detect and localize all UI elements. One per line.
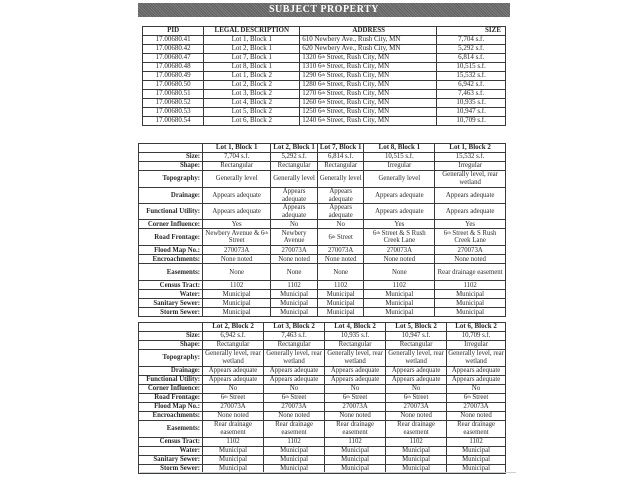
row-label: Census Tract: [139, 438, 203, 447]
characteristic-value: Generally level, rear wetland [203, 350, 264, 367]
parcel-legal-description: Lot 8, Block 1 [204, 63, 300, 72]
characteristic-value: Appears adequate [203, 204, 271, 220]
characteristic-value: 6th Street & S Rush Creek Lane [435, 229, 506, 246]
characteristic-value: Yes [364, 220, 435, 229]
characteristic-value: Irregular [364, 162, 435, 171]
parcel-pid: 17.00680.48 [143, 63, 204, 72]
column-header-legal-description: LEGAL DESCRIPTION [204, 27, 300, 36]
characteristic-value: No [271, 220, 318, 229]
characteristic-value: None noted [364, 255, 435, 264]
parcel-address: 1260 6th Street, Rush City, MN [300, 99, 437, 108]
parcel-address: 1270 6th Street, Rush City, MN [300, 90, 437, 99]
characteristic-value: 1102 [325, 438, 386, 447]
characteristic-value: 1102 [271, 281, 318, 290]
row-label: Drainage: [139, 188, 203, 204]
characteristic-value: None noted [447, 412, 506, 421]
lot-header-row [139, 323, 506, 332]
characteristic-value: Irregular [435, 162, 506, 171]
characteristic-value: Municipal [325, 456, 386, 465]
characteristic-value: No [325, 385, 386, 394]
parcel-legal-description: Lot 1, Block 1 [204, 36, 300, 45]
lot-header-row [139, 144, 506, 153]
characteristic-value: 1102 [386, 438, 447, 447]
parcel-legal-description: Lot 7, Block 1 [204, 54, 300, 63]
characteristic-value: Appears adequate [264, 376, 325, 385]
characteristic-value: Municipal [386, 456, 447, 465]
characteristic-value: Municipal [317, 308, 364, 317]
characteristic-value: None [317, 264, 364, 281]
row-label: Road Frontage: [139, 229, 203, 246]
characteristic-value: 1102 [264, 438, 325, 447]
characteristic-row [139, 162, 506, 171]
characteristic-value: Municipal [435, 290, 506, 299]
parcel-legal-description: Lot 3, Block 2 [204, 90, 300, 99]
parcel-pid: 17.00680.52 [143, 99, 204, 108]
characteristic-value: Appears adequate [435, 204, 506, 220]
lot-column-header: Lot 4, Block 2 [325, 323, 386, 332]
characteristic-value: Appears adequate [264, 367, 325, 376]
characteristic-value: 10,515 s.f. [364, 153, 435, 162]
characteristic-value: 6th Street [317, 229, 364, 246]
row-label: Census Tract: [139, 281, 203, 290]
parcel-pid: 17.00680.41 [143, 36, 204, 45]
characteristic-value: Appears adequate [325, 376, 386, 385]
lot-column-header: Lot 1, Block 1 [203, 144, 271, 153]
characteristic-value: Municipal [325, 447, 386, 456]
characteristic-row [139, 188, 506, 204]
lot-characteristics-table-a [138, 143, 506, 317]
characteristic-row [139, 367, 506, 376]
characteristic-row [139, 412, 506, 421]
parcel-legal-description: Lot 4, Block 2 [204, 99, 300, 108]
characteristic-value: Municipal [203, 299, 271, 308]
parcel-legal-description: Lot 1, Block 2 [204, 72, 300, 81]
characteristic-value: Municipal [447, 465, 506, 474]
row-label: Topography: [139, 171, 203, 188]
row-label: Road Frontage: [139, 394, 203, 403]
lot-column-header: Lot 2, Block 1 [271, 144, 318, 153]
characteristic-value: Municipal [271, 299, 318, 308]
row-label: Functional Utility: [139, 204, 203, 220]
characteristic-row [139, 341, 506, 350]
characteristic-value: Appears adequate [317, 188, 364, 204]
characteristic-value: Generally level, rear wetland [448, 350, 504, 365]
row-label: Size: [139, 332, 203, 341]
characteristic-value: None noted [271, 255, 318, 264]
column-header-pid: PID [143, 27, 204, 36]
parcel-legal-description: Lot 6, Block 2 [204, 117, 300, 126]
corner-cell [139, 323, 203, 332]
characteristic-value: 270073A [317, 246, 364, 255]
characteristic-value: None noted [203, 412, 264, 421]
row-label: Storm Sewer: [139, 465, 203, 474]
parcel-size: 10,935 s.f. [437, 99, 506, 108]
row-label: Water: [139, 447, 203, 456]
row-label: Corner Influence: [139, 385, 203, 394]
characteristic-value: Municipal [386, 447, 447, 456]
characteristic-value: No [447, 385, 506, 394]
parcel-address: 1250 6th Street, Rush City, MN [300, 108, 437, 117]
characteristic-value: Appears adequate [435, 188, 506, 204]
characteristic-value: 6,942 s.f. [203, 332, 264, 341]
characteristic-value: 270073A [203, 403, 264, 412]
characteristic-value: 1102 [203, 438, 264, 447]
parcel-size: 6,942 s.f. [437, 81, 506, 90]
row-label: Water: [139, 290, 203, 299]
characteristic-value: 6th Street [447, 394, 506, 403]
characteristic-value: 270073A [364, 246, 435, 255]
row-label: Corner Influence: [139, 220, 203, 229]
characteristic-value: Appears adequate [203, 188, 271, 204]
characteristic-value: Municipal [386, 465, 447, 474]
characteristic-value: Newbery Avenue & 6th Street [203, 229, 271, 246]
characteristic-value: None noted [435, 255, 506, 264]
characteristic-value: 10,709 s.f. [447, 332, 506, 341]
parcel-pid: 17.00680.53 [143, 108, 204, 117]
characteristic-value: Yes [203, 220, 271, 229]
characteristic-value: Rectangular [325, 341, 386, 350]
characteristic-value: 10,935 s.f. [325, 332, 386, 341]
characteristic-value: Generally level, rear wetland [386, 350, 447, 367]
characteristic-value: 1102 [317, 281, 364, 290]
row-label: Flood Map No.: [139, 403, 203, 412]
characteristic-value: Municipal [435, 299, 506, 308]
characteristic-value: 15,532 s.f. [435, 153, 506, 162]
characteristic-value: No [203, 385, 264, 394]
characteristic-row [139, 153, 506, 162]
parcel-size: 10,709 s.f. [437, 117, 506, 126]
characteristic-value: Municipal [364, 299, 435, 308]
parcel-size: 15,532 s.f. [437, 72, 506, 81]
characteristic-value: Rear drainage easement [447, 421, 506, 438]
characteristic-value: Rear drainage easement [203, 421, 264, 438]
characteristic-value: Appears adequate [364, 204, 435, 220]
row-label: Drainage: [139, 367, 203, 376]
lot-column-header: Lot 2, Block 2 [203, 323, 264, 332]
characteristic-value: 270073A [271, 246, 318, 255]
characteristic-value: 270073A [435, 246, 506, 255]
column-header-size: SIZE [437, 27, 506, 36]
characteristic-value: Appears adequate [325, 367, 386, 376]
parcel-size: 10,515 s.f. [437, 63, 506, 72]
parcel-size: 7,704 s.f. [437, 36, 506, 45]
row-label: Sanitary Sewer: [139, 456, 203, 465]
characteristic-value: Rectangular [203, 162, 271, 171]
characteristic-row [139, 447, 506, 456]
parcel-pid: 17.00680.54 [143, 117, 204, 126]
row-label: Easements: [139, 421, 203, 438]
characteristic-value: Appears adequate [386, 376, 447, 385]
row-label: Shape: [139, 341, 203, 350]
characteristic-row [139, 403, 506, 412]
characteristic-value: Appears adequate [447, 367, 506, 376]
characteristic-value: 6,814 s.f. [317, 153, 364, 162]
characteristic-row [139, 456, 506, 465]
characteristic-value: Municipal [317, 299, 364, 308]
characteristic-value: Rear drainage easement [435, 264, 506, 281]
characteristic-row [139, 264, 506, 281]
characteristic-value: Generally level [364, 171, 435, 188]
parcel-address: 1280 6th Street, Rush City, MN [300, 81, 437, 90]
characteristic-value: Municipal [203, 447, 264, 456]
row-label: Storm Sewer: [139, 308, 203, 317]
row-label: Size: [139, 153, 203, 162]
parcel-row [143, 54, 506, 63]
row-label: Flood Map No.: [139, 246, 203, 255]
characteristic-value: 6th Street [264, 394, 325, 403]
characteristic-value: None [271, 264, 318, 281]
parcel-address: 1290 6th Street, Rush City, MN [300, 72, 437, 81]
lot-column-header: Lot 1, Block 2 [435, 144, 506, 153]
parcel-size: 10,947 s.f. [437, 108, 506, 117]
characteristic-value: 7,704 s.f. [203, 153, 271, 162]
parcel-legal-description: Lot 2, Block 1 [204, 45, 300, 54]
characteristic-value: Newbery Avenue [271, 229, 318, 246]
characteristic-value: None noted [325, 412, 386, 421]
characteristic-row [139, 229, 506, 246]
parcel-row [143, 117, 506, 126]
parcel-pid: 17.00680.51 [143, 90, 204, 99]
characteristic-value: Appears adequate [447, 376, 506, 385]
characteristic-value: None noted [317, 255, 364, 264]
characteristic-value: 270073A [325, 403, 386, 412]
parcel-address: 1320 6th Street, Rush City, MN [300, 54, 437, 63]
parcel-pid: 17.00680.49 [143, 72, 204, 81]
characteristic-value: Municipal [264, 456, 325, 465]
parcel-row [143, 81, 506, 90]
characteristic-row [139, 255, 506, 264]
column-header-address: ADDRESS [300, 27, 437, 36]
characteristic-value: Irregular [447, 341, 506, 350]
characteristic-value: No [386, 385, 447, 394]
parcel-row [143, 108, 506, 117]
characteristic-value: Municipal [325, 465, 386, 474]
page-divider [140, 472, 516, 473]
characteristic-row [139, 281, 506, 290]
row-label: Topography: [139, 350, 203, 367]
characteristic-value: Rear drainage easement [325, 421, 386, 438]
characteristic-row [139, 350, 506, 367]
parcel-size: 6,814 s.f. [437, 54, 506, 63]
characteristic-value: Rear drainage easement [386, 421, 447, 438]
parcel-pid: 17.00680.47 [143, 54, 204, 63]
characteristic-value: Municipal [447, 456, 506, 465]
row-label: Encroachments: [139, 255, 203, 264]
parcel-legal-description: Lot 5, Block 2 [204, 108, 300, 117]
parcel-pid: 17.00680.42 [143, 45, 204, 54]
characteristic-value: 270073A [386, 403, 447, 412]
characteristic-value: 6th Street [325, 394, 386, 403]
row-label: Encroachments: [139, 412, 203, 421]
parcels-header-row [143, 27, 506, 36]
characteristic-value: Municipal [203, 465, 264, 474]
row-label: Sanitary Sewer: [139, 299, 203, 308]
characteristic-value: 1102 [447, 438, 506, 447]
characteristic-value: 6th Street [203, 394, 264, 403]
characteristic-value: Rear drainage easement [264, 421, 325, 438]
characteristic-value: Yes [435, 220, 506, 229]
characteristic-value: 7,463 s.f. [264, 332, 325, 341]
corner-cell [139, 144, 203, 153]
characteristic-value: Municipal [271, 290, 318, 299]
characteristic-value: None noted [386, 412, 447, 421]
characteristic-value: Municipal [364, 290, 435, 299]
parcels-table [142, 26, 506, 126]
characteristic-value: No [264, 385, 325, 394]
characteristic-value: 6th Street [386, 394, 447, 403]
characteristic-value: 1102 [435, 281, 506, 290]
characteristic-row [139, 332, 506, 341]
characteristic-value: 1102 [364, 281, 435, 290]
characteristic-value: Appears adequate [271, 188, 318, 204]
parcel-address: 1240 6th Street, Rush City, MN [300, 117, 437, 126]
characteristic-value: Appears adequate [364, 188, 435, 204]
parcel-row [143, 99, 506, 108]
parcel-pid: 17.00680.50 [143, 81, 204, 90]
characteristic-value: 270073A [203, 246, 271, 255]
characteristic-value: Generally level, rear wetland [264, 350, 325, 367]
characteristic-value: Municipal [264, 447, 325, 456]
parcel-size: 5,292 s.f. [437, 45, 506, 54]
lot-column-header: Lot 8, Block 1 [364, 144, 435, 153]
characteristic-value: No [317, 220, 364, 229]
characteristic-value: Appears adequate [386, 367, 447, 376]
parcel-row [143, 36, 506, 45]
characteristic-value: 10,947 s.f. [386, 332, 447, 341]
parcel-row [143, 45, 506, 54]
characteristic-value: 6th Street & S Rush Creek Lane [364, 229, 435, 246]
characteristic-row [139, 308, 506, 317]
lot-column-header: Lot 6, Block 2 [447, 323, 506, 332]
characteristic-value: Generally level [203, 171, 271, 188]
parcel-row [143, 90, 506, 99]
characteristic-row [139, 394, 506, 403]
characteristic-value: Rectangular [203, 341, 264, 350]
parcel-legal-description: Lot 2, Block 2 [204, 81, 300, 90]
characteristic-value: Generally level, rear wetland [325, 350, 386, 367]
characteristic-value: Rectangular [264, 341, 325, 350]
characteristic-value: 270073A [447, 403, 506, 412]
parcel-address: 1310 6th Street, Rush City, MN [300, 63, 437, 72]
characteristic-row [139, 290, 506, 299]
lot-column-header: Lot 3, Block 2 [264, 323, 325, 332]
characteristic-value: Generally level [271, 171, 318, 188]
lot-column-header: Lot 7, Block 1 [317, 144, 364, 153]
characteristic-value: Municipal [264, 465, 325, 474]
characteristic-value: 5,292 s.f. [271, 153, 318, 162]
lot-column-header: Lot 5, Block 2 [386, 323, 447, 332]
characteristic-value: Municipal [364, 308, 435, 317]
characteristic-value: None noted [203, 255, 271, 264]
characteristic-row [139, 376, 506, 385]
characteristic-row [139, 220, 506, 229]
characteristic-row [139, 299, 506, 308]
lot-characteristics-table-b [138, 322, 506, 474]
characteristic-value: Municipal [271, 308, 318, 317]
characteristic-value: Rectangular [271, 162, 318, 171]
row-label: Shape: [139, 162, 203, 171]
characteristic-value: 1102 [203, 281, 271, 290]
characteristic-row [139, 171, 506, 188]
characteristic-value: Municipal [203, 308, 271, 317]
section-title: SUBJECT PROPERTY [138, 3, 510, 17]
characteristic-value: Rectangular [386, 341, 447, 350]
characteristic-value: Appears adequate [203, 367, 264, 376]
characteristic-value: Municipal [203, 290, 271, 299]
characteristic-value: 270073A [264, 403, 325, 412]
characteristic-row [139, 204, 506, 220]
characteristic-value: Municipal [435, 308, 506, 317]
characteristic-value: Municipal [203, 456, 264, 465]
parcel-address: 610 Newbery Ave., Rush City, MN [300, 36, 437, 45]
characteristic-value: None [203, 264, 271, 281]
characteristic-value: Rectangular [317, 162, 364, 171]
row-label: Functional Utility: [139, 376, 203, 385]
characteristic-value: Appears adequate [317, 204, 364, 220]
parcel-address: 620 Newbery Ave., Rush City, MN [300, 45, 437, 54]
parcel-row [143, 72, 506, 81]
parcel-row [143, 63, 506, 72]
characteristic-value: Generally level, rear wetland [435, 171, 506, 188]
characteristic-row [139, 246, 506, 255]
characteristic-value: Appears adequate [271, 204, 318, 220]
characteristic-value: Municipal [317, 290, 364, 299]
characteristic-value: None noted [264, 412, 325, 421]
characteristic-value: Generally level [317, 171, 364, 188]
characteristic-row [139, 385, 506, 394]
parcel-size: 7,463 s.f. [437, 90, 506, 99]
row-label: Easements: [139, 264, 203, 281]
characteristic-value: None [364, 264, 435, 281]
characteristic-value: Appears adequate [203, 376, 264, 385]
characteristic-row [139, 438, 506, 447]
characteristic-row [139, 421, 506, 438]
characteristic-value: Municipal [447, 447, 506, 456]
